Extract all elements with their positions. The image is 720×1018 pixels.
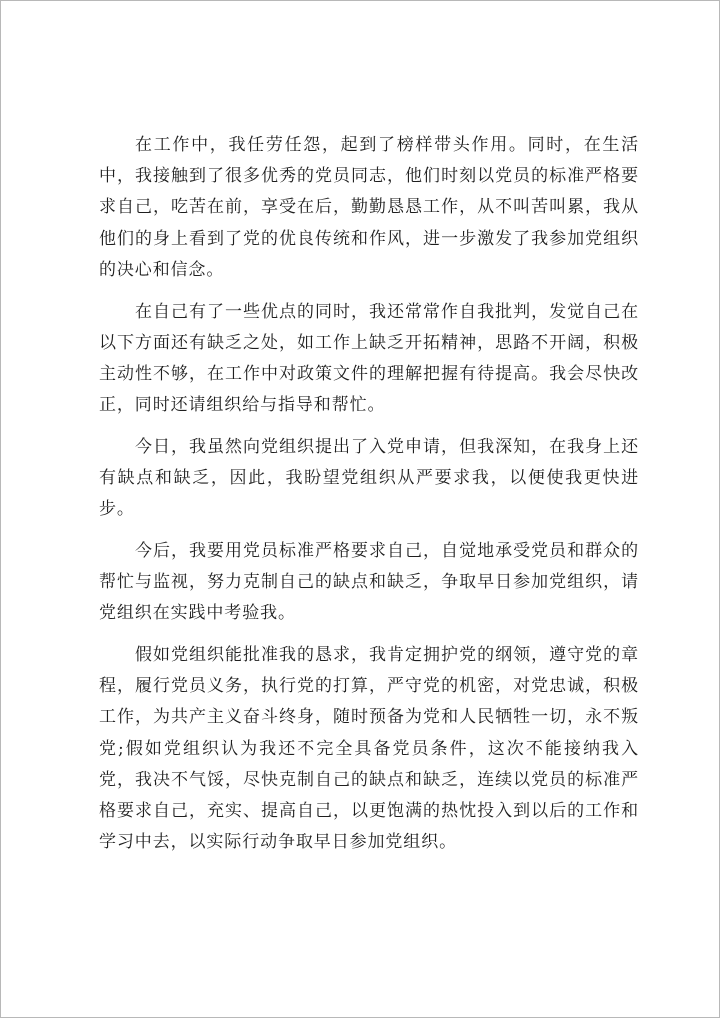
paragraph-4: 今后，我要用党员标准严格要求自己，自觉地承受党员和群众的帮忙与监视，努力克制自己的缺点和缺乏，争取早日参加党组织，请党组织在实践中考验我。: [99, 540, 639, 624]
paragraph-3: 今日，我虽然向党组织提出了入党申请，但我深知，在我身上还有缺点和缺乏，因此，我盼望党组织从严要求我，以便使我更快进步。: [99, 436, 639, 520]
document-body: [99, 130, 639, 869]
paragraph-5: 假如党组织能批准我的恳求，我肯定拥护党的纲领，遵守党的章程，履行党员义务，执行党的打算，严守党的机密，对党忠诚，积极工作，为共产主义奋斗终身，随时预备为党和人民牺牲一切，永不叛党;假如党组织认为我还不完全具备党员条件，这次不能接纳我入党，我决不气馁，尽快克制自己的缺点和缺乏，连续以党员的标准严格要求自己，充实、提高自己，以更饱满的热忱投入到以后的工作和学习中去，以实际行动争取早日参加党组织。: [99, 645, 639, 853]
paragraph-2: 在自己有了一些优点的同时，我还常常作自我批判，发觉自己在以下方面还有缺乏之处，如工作上缺乏开拓精神，思路不开阔，积极主动性不够，在工作中对政策文件的理解把握有待提高。我会尽快改正，同时还请组织给与指导和帮忙。: [99, 301, 639, 416]
paragraph-1: 在工作中，我任劳任怨，起到了榜样带头作用。同时，在生活中，我接触到了很多优秀的党员同志，他们时刻以党员的标准严格要求自己，吃苦在前，享受在后，勤勤恳恳工作，从不叫苦叫累，我从他们的身上看到了党的优良传统和作风，进一步激发了我参加党组织的决心和信念。: [99, 135, 639, 280]
